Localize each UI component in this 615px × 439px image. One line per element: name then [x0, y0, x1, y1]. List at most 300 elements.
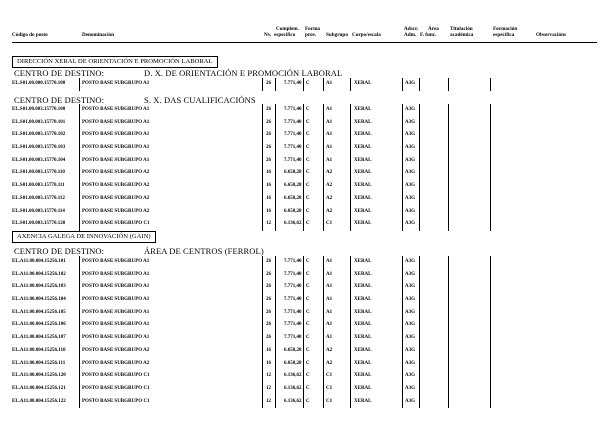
cell-codigo: EL.S01.00.003.15770.104: [12, 157, 66, 163]
cell-forma: C: [306, 309, 310, 315]
column-divider: [402, 206, 403, 219]
column-divider: [275, 78, 276, 91]
column-divider: [323, 78, 324, 91]
column-divider: [275, 104, 276, 117]
table-row: [0, 155, 615, 168]
cell-adscripcion: A3G: [405, 183, 415, 189]
column-divider: [490, 180, 491, 193]
column-divider: [402, 256, 403, 269]
cell-subgrupo: C1: [326, 398, 333, 404]
column-divider: [402, 129, 403, 142]
cell-adscripcion: A3G: [405, 360, 415, 366]
column-divider: [323, 345, 324, 358]
column-divider: [323, 167, 324, 180]
column-divider: [448, 117, 449, 130]
header-titulacion-1: Titulación: [450, 26, 473, 32]
centro-destino: [14, 68, 342, 78]
column-divider: [448, 193, 449, 206]
header-corpo: Corpo/escala: [352, 32, 381, 38]
column-divider: [350, 117, 351, 130]
cell-corpo: XERAL: [354, 385, 372, 391]
header-nv: Nv.: [264, 32, 272, 38]
cell-codigo: EL.A11.00.004.15256.104: [12, 297, 66, 303]
cell-denominacion: POSTO BASE SUBGRUPO A1: [82, 107, 150, 112]
cell-codigo: EL.S01.00.003.15770.110: [12, 170, 65, 176]
column-divider: [350, 218, 351, 231]
column-divider: [79, 383, 80, 396]
column-divider: [419, 345, 420, 358]
cell-nivel: 26: [266, 107, 271, 112]
header-adscr-1: Adscr.: [404, 26, 419, 32]
cell-forma: C: [306, 170, 310, 176]
cell-nivel: 26: [266, 335, 271, 341]
cell-adscripcion: A3G: [405, 107, 415, 112]
column-divider: [262, 167, 263, 180]
column-divider: [262, 345, 263, 358]
column-divider: [448, 370, 449, 383]
column-divider: [262, 180, 263, 193]
column-divider: [262, 256, 263, 269]
cell-complemento: 7.771,40: [284, 335, 302, 341]
cell-denominacion: POSTO BASE SUBGRUPO A1: [82, 309, 150, 315]
centro-name: ÁREA DE CENTROS (FERROL): [144, 246, 264, 256]
column-divider: [275, 358, 276, 371]
column-divider: [79, 269, 80, 282]
cell-complemento: 6.650,28: [284, 360, 302, 366]
cell-denominacion: POSTO BASE SUBGRUPO A1: [82, 81, 150, 86]
column-divider: [275, 193, 276, 206]
cell-denominacion: POSTO BASE SUBGRUPO C1: [82, 221, 150, 227]
column-divider: [303, 167, 304, 180]
header-forma-2: prov.: [305, 32, 317, 38]
column-divider: [402, 218, 403, 231]
column-divider: [350, 396, 351, 409]
cell-subgrupo: A1: [326, 119, 333, 125]
column-divider: [262, 142, 263, 155]
cell-corpo: XERAL: [354, 145, 372, 151]
column-divider: [402, 78, 403, 91]
column-divider: [448, 396, 449, 409]
cell-nivel: 26: [266, 309, 271, 315]
table-row: [0, 218, 615, 231]
column-divider: [350, 104, 351, 117]
column-divider: [419, 78, 420, 91]
column-divider: [490, 396, 491, 409]
cell-codigo: EL.A11.00.004.15256.101: [12, 259, 66, 264]
header-denominacion: Denominación: [82, 32, 114, 38]
cell-adscripcion: A3G: [405, 322, 415, 328]
table-row: [0, 358, 615, 371]
cell-nivel: 26: [266, 145, 271, 151]
column-divider: [448, 256, 449, 269]
cell-subgrupo: A1: [326, 271, 333, 277]
cell-codigo: EL.S01.00.003.15770.112: [12, 195, 65, 201]
column-divider: [262, 294, 263, 307]
column-divider: [448, 142, 449, 155]
cell-denominacion: POSTO BASE SUBGRUPO C1: [82, 385, 150, 391]
column-divider: [419, 129, 420, 142]
cell-subgrupo: A2: [326, 195, 333, 201]
column-divider: [275, 383, 276, 396]
cell-adscripcion: A3G: [405, 335, 415, 341]
column-divider: [275, 281, 276, 294]
cell-corpo: XERAL: [354, 170, 372, 176]
column-divider: [79, 218, 80, 231]
cell-corpo: XERAL: [354, 297, 372, 303]
cell-complemento: 7.771,40: [284, 157, 302, 163]
column-divider: [303, 396, 304, 409]
cell-corpo: XERAL: [354, 284, 372, 290]
cell-forma: C: [306, 322, 310, 328]
cell-codigo: EL.A11.00.004.15256.102: [12, 271, 66, 277]
column-divider: [323, 104, 324, 117]
header-rule: [12, 42, 597, 43]
cell-nivel: 26: [266, 259, 271, 264]
column-divider: [303, 281, 304, 294]
centro-name: S. X. DAS CUALIFICACIÓNS: [144, 95, 256, 105]
column-divider: [303, 117, 304, 130]
column-divider: [402, 117, 403, 130]
column-divider: [275, 117, 276, 130]
header-subgrupo: Subgrupo: [326, 32, 348, 38]
header-formacion-2: específica: [493, 32, 515, 38]
column-divider: [402, 294, 403, 307]
column-divider: [402, 193, 403, 206]
column-divider: [303, 218, 304, 231]
column-divider: [490, 155, 491, 168]
column-divider: [490, 129, 491, 142]
column-divider: [275, 180, 276, 193]
table-row: [0, 142, 615, 155]
column-divider: [323, 206, 324, 219]
cell-adscripcion: A3G: [405, 271, 415, 277]
cell-complemento: 6.136,62: [284, 398, 302, 404]
cell-codigo: EL.A11.00.004.15256.103: [12, 284, 66, 290]
table-row: [0, 180, 615, 193]
table-row: [0, 319, 615, 332]
cell-subgrupo: A1: [326, 297, 333, 303]
centro-destino: [14, 246, 264, 256]
column-divider: [79, 396, 80, 409]
cell-nivel: 26: [266, 157, 271, 163]
cell-nivel: 16: [266, 208, 271, 214]
table-row: [0, 370, 615, 383]
column-divider: [402, 180, 403, 193]
column-divider: [490, 142, 491, 155]
column-divider: [79, 180, 80, 193]
column-divider: [323, 294, 324, 307]
cell-complemento: 7.771,40: [284, 259, 302, 264]
cell-nivel: 26: [266, 297, 271, 303]
column-divider: [323, 256, 324, 269]
cell-forma: C: [306, 398, 310, 404]
column-divider: [419, 370, 420, 383]
table-row: [0, 117, 615, 130]
cell-nivel: 26: [266, 284, 271, 290]
cell-nivel: 12: [266, 398, 271, 404]
column-divider: [275, 294, 276, 307]
column-divider: [419, 180, 420, 193]
column-divider: [490, 383, 491, 396]
table-row: [0, 193, 615, 206]
cell-subgrupo: C1: [326, 221, 333, 227]
cell-forma: C: [306, 259, 310, 264]
cell-adscripcion: A3G: [405, 145, 415, 151]
cell-complemento: 6.136,62: [284, 373, 302, 379]
column-divider: [323, 142, 324, 155]
column-divider: [303, 307, 304, 320]
cell-adscripcion: A3G: [405, 347, 415, 353]
column-divider: [490, 269, 491, 282]
column-divider: [275, 396, 276, 409]
table-row: [0, 256, 615, 269]
column-divider: [79, 281, 80, 294]
column-divider: [419, 294, 420, 307]
cell-nivel: 16: [266, 360, 271, 366]
cell-subgrupo: C1: [326, 385, 333, 391]
cell-codigo: EL.A11.00.004.15256.105: [12, 309, 66, 315]
column-divider: [419, 319, 420, 332]
section-title: AXENCIA GALEGA DE INNOVACIÓN (GAIN): [12, 231, 156, 243]
cell-forma: C: [306, 119, 310, 125]
column-divider: [262, 332, 263, 345]
column-divider: [275, 269, 276, 282]
table-row: [0, 345, 615, 358]
cell-denominacion: POSTO BASE SUBGRUPO C1: [82, 373, 150, 379]
column-divider: [350, 319, 351, 332]
cell-complemento: 7.771,40: [284, 119, 302, 125]
column-divider: [262, 218, 263, 231]
cell-nivel: 26: [266, 271, 271, 277]
column-divider: [79, 206, 80, 219]
column-divider: [448, 332, 449, 345]
column-divider: [448, 319, 449, 332]
column-divider: [402, 345, 403, 358]
cell-forma: C: [306, 297, 310, 303]
cell-corpo: XERAL: [354, 119, 372, 125]
cell-adscripcion: A3G: [405, 221, 415, 227]
cell-complemento: 6.136,62: [284, 385, 302, 391]
column-divider: [323, 307, 324, 320]
column-divider: [303, 345, 304, 358]
column-divider: [79, 256, 80, 269]
column-divider: [350, 294, 351, 307]
cell-adscripcion: A3G: [405, 208, 415, 214]
column-divider: [350, 78, 351, 91]
cell-forma: C: [306, 145, 310, 151]
cell-nivel: 26: [266, 322, 271, 328]
cell-corpo: XERAL: [354, 221, 372, 227]
centro-label: CENTRO DE DESTINO:: [14, 95, 105, 105]
column-divider: [262, 281, 263, 294]
column-divider: [323, 332, 324, 345]
column-divider: [350, 383, 351, 396]
column-divider: [275, 129, 276, 142]
cell-denominacion: POSTO BASE SUBGRUPO A1: [82, 284, 150, 290]
column-divider: [275, 142, 276, 155]
column-divider: [262, 307, 263, 320]
cell-complemento: 7.771,40: [284, 145, 302, 151]
header-codigo: Código do posto: [12, 32, 48, 38]
table-row: [0, 383, 615, 396]
cell-forma: C: [306, 385, 310, 391]
column-divider: [79, 358, 80, 371]
cell-adscripcion: A3G: [405, 170, 415, 176]
column-divider: [262, 370, 263, 383]
column-divider: [275, 345, 276, 358]
column-divider: [303, 370, 304, 383]
column-divider: [262, 383, 263, 396]
cell-adscripcion: A3G: [405, 195, 415, 201]
cell-codigo: EL.S01.00.003.15770.103: [12, 145, 66, 151]
cell-corpo: XERAL: [354, 259, 372, 264]
column-divider: [303, 332, 304, 345]
column-divider: [323, 281, 324, 294]
column-divider: [350, 180, 351, 193]
cell-adscripcion: A3G: [405, 81, 415, 86]
cell-nivel: 26: [266, 132, 271, 138]
cell-corpo: XERAL: [354, 322, 372, 328]
column-divider: [448, 167, 449, 180]
column-divider: [448, 129, 449, 142]
column-divider: [419, 117, 420, 130]
column-divider: [419, 206, 420, 219]
column-divider: [490, 218, 491, 231]
cell-forma: C: [306, 157, 310, 163]
cell-nivel: 16: [266, 183, 271, 189]
column-divider: [323, 117, 324, 130]
cell-codigo: EL.S01.00.003.15770.120: [12, 221, 66, 227]
column-divider: [323, 269, 324, 282]
column-divider: [448, 104, 449, 117]
cell-nivel: 26: [266, 119, 271, 125]
column-divider: [448, 345, 449, 358]
column-divider: [448, 78, 449, 91]
cell-forma: C: [306, 373, 310, 379]
column-divider: [275, 167, 276, 180]
cell-subgrupo: C1: [326, 373, 333, 379]
column-divider: [79, 193, 80, 206]
cell-corpo: XERAL: [354, 347, 372, 353]
column-divider: [350, 269, 351, 282]
column-divider: [490, 358, 491, 371]
column-divider: [323, 218, 324, 231]
table-row: [0, 396, 615, 409]
cell-codigo: EL.S01.00.003.15770.102: [12, 132, 66, 138]
cell-corpo: XERAL: [354, 107, 372, 112]
cell-codigo: EL.A11.00.004.15256.121: [12, 385, 66, 391]
column-divider: [323, 396, 324, 409]
cell-nivel: 16: [266, 347, 271, 353]
column-divider: [402, 142, 403, 155]
column-divider: [402, 332, 403, 345]
cell-subgrupo: A2: [326, 347, 333, 353]
column-divider: [262, 117, 263, 130]
cell-forma: C: [306, 107, 310, 112]
table-body: [0, 104, 615, 231]
cell-denominacion: POSTO BASE SUBGRUPO A2: [82, 360, 150, 366]
cell-subgrupo: A1: [326, 157, 333, 163]
column-divider: [419, 358, 420, 371]
header-area-1: Área: [428, 26, 439, 32]
cell-complemento: 6.650,28: [284, 195, 302, 201]
cell-denominacion: POSTO BASE SUBGRUPO A2: [82, 208, 150, 214]
column-divider: [350, 193, 351, 206]
column-divider: [275, 155, 276, 168]
column-divider: [323, 180, 324, 193]
column-divider: [490, 332, 491, 345]
table-body: [0, 78, 615, 91]
cell-complemento: 7.771,40: [284, 81, 302, 86]
column-divider: [402, 104, 403, 117]
column-divider: [79, 319, 80, 332]
cell-adscripcion: A3G: [405, 119, 415, 125]
table-row: [0, 294, 615, 307]
column-divider: [323, 155, 324, 168]
cell-corpo: XERAL: [354, 398, 372, 404]
cell-complemento: 7.771,40: [284, 132, 302, 138]
cell-complemento: 6.650,28: [284, 347, 302, 353]
column-divider: [419, 155, 420, 168]
column-divider: [490, 281, 491, 294]
cell-adscripcion: A3G: [405, 132, 415, 138]
column-divider: [262, 78, 263, 91]
column-divider: [303, 129, 304, 142]
column-divider: [79, 142, 80, 155]
cell-complemento: 7.771,40: [284, 309, 302, 315]
cell-denominacion: POSTO BASE SUBGRUPO A1: [82, 119, 150, 125]
cell-corpo: XERAL: [354, 208, 372, 214]
column-divider: [350, 167, 351, 180]
column-divider: [79, 332, 80, 345]
cell-denominacion: POSTO BASE SUBGRUPO A1: [82, 145, 150, 151]
header-complem-2: específico: [274, 32, 296, 38]
cell-forma: C: [306, 132, 310, 138]
cell-codigo: EL.S01.00.003.15770.100: [12, 107, 66, 112]
header-formacion-1: Formación: [493, 26, 518, 32]
cell-complemento: 7.771,40: [284, 322, 302, 328]
column-divider: [490, 345, 491, 358]
cell-forma: C: [306, 360, 310, 366]
cell-denominacion: POSTO BASE SUBGRUPO C1: [82, 398, 150, 404]
column-divider: [419, 193, 420, 206]
cell-denominacion: POSTO BASE SUBGRUPO A2: [82, 183, 150, 189]
cell-denominacion: POSTO BASE SUBGRUPO A1: [82, 297, 150, 303]
cell-codigo: EL.S01.00.000.15770.100: [12, 81, 66, 86]
column-divider: [402, 269, 403, 282]
column-divider: [402, 358, 403, 371]
column-divider: [448, 358, 449, 371]
cell-corpo: XERAL: [354, 132, 372, 138]
column-divider: [303, 256, 304, 269]
column-divider: [350, 281, 351, 294]
column-divider: [490, 294, 491, 307]
column-divider: [419, 396, 420, 409]
cell-adscripcion: A3G: [405, 157, 415, 163]
cell-complemento: 7.771,40: [284, 107, 302, 112]
column-divider: [79, 117, 80, 130]
column-divider: [350, 307, 351, 320]
cell-corpo: XERAL: [354, 271, 372, 277]
column-divider: [402, 396, 403, 409]
table-row: [0, 269, 615, 282]
column-divider: [303, 206, 304, 219]
column-divider: [323, 193, 324, 206]
header-titulacion-2: académica: [450, 32, 474, 38]
cell-nivel: 12: [266, 373, 271, 379]
column-divider: [402, 167, 403, 180]
column-divider: [402, 383, 403, 396]
